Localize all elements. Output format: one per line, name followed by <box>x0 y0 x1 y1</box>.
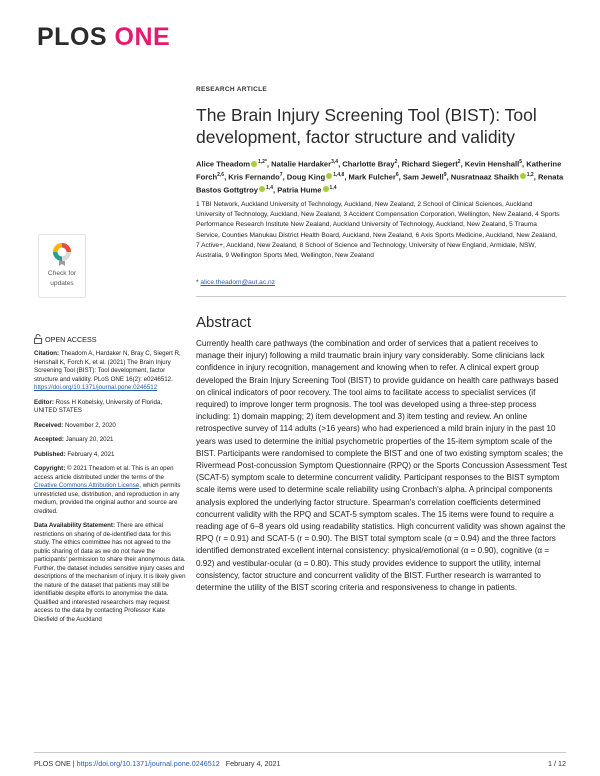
logo-one: ONE <box>114 23 171 51</box>
author-affiliation-mark: 2 <box>394 159 398 165</box>
author-name: Renata Bastos Gottgtroy <box>196 172 564 195</box>
author-affiliation-mark: 7 <box>279 171 283 178</box>
author-affiliation-mark: 2 <box>457 159 461 165</box>
footer-doi-link[interactable]: https://doi.org/10.1371/journal.pone.0246512 <box>76 759 220 768</box>
author-name: Charlotte Bray <box>342 159 395 169</box>
citation-text: Theadom A, Hardaker N, Bray C, Siegert R, Henshall K, Forch K, et al. (2021) The Brain Injury Screening Tool (BIST): Tool development, factor structure and validity. PLoS ONE 16(2): e0246512. <box>34 350 181 383</box>
copyright <box>34 465 186 516</box>
citation-doi-link[interactable]: https://doi.org/10.1371/journal.pone.0246512 <box>34 384 158 391</box>
open-access-label <box>34 334 97 344</box>
copyright-text-end: , which permits unrestricted use, distribution, and reproduction in any medium, provided the original author and source are credited. <box>34 482 181 515</box>
editor-text: Ross H Kobelsky, University of Florida, UNITED STATES <box>34 398 163 414</box>
author-name: Mark Fulcher <box>348 172 396 182</box>
citation-label: Citation: <box>34 350 60 357</box>
author-name: Katherine Forch <box>196 159 562 182</box>
author-affiliation-mark: 9 <box>443 171 447 178</box>
citation <box>34 350 186 393</box>
published <box>34 451 186 460</box>
corresponding-email <box>196 279 275 286</box>
affiliations: 1 TBI Network, Auckland University of Technology, Auckland, New Zealand, 2 School of Clinical Sciences, Auckland University of Technology, Auckland, New Zealand, 3 Accident Compensation Corporation, Wellington, New Zealand, 4 Sports Performance Research Institute New Zealand, Auckland University of Technology, Auckland, New Zealand, 5 Trauma Service, Counties Manukau District Health Board, Auckland, New Zealand, 6 Axis Sports Medicine, Auckland, New Zealand, 7 Active+, Auckland, New Zealand, 8 School of Science and Technology, University of New England, Armidale, NSW, Australia, 9 Wellington Sports Med, Wellington, New Zealand <box>196 201 560 260</box>
author-name: Richard Siegert <box>401 159 458 169</box>
abstract-text: Currently health care pathways (the combination and order of services that a patient receives to manage their injury) following a mild traumatic brain injury vary considerably. Some clinicians lack confidence in injury recognition, management and knowing when to refer. A clinical expert group developed the Brain Injury Screening Tool (BIST) to provide guidance on health care pathways based on clinical indicators of poor recovery. The tool aims to facilitate access to specialist services (if required) to improve longer term prognosis. The tool was developed using a three-step process including: 1) domain mapping; 2) item development and 3) item testing and review. An online retrospective survey of 114 adults (>16 years) who had experienced a mild brain injury in the past 10 years was used to determine the initial psychometric properties of the 15-item symptom scale of the BIST. Participants were randomised to complete the BIST and one of two existing symptom scales; the Rivermead Post-concussion Symptom Questionnaire (RPQ) or the Sports Concussion Assessment Test (SCAT-5) symptom scale to determine concurrent validity. Participant responses to the BIST symptom scale items were used to determine scale reliability using Cronbach's alpha. A principal components analysis explored the underlying factor structure. Spearman's correlation coefficients determined concurrent validity with the RPQ and SCAT-5 symptom scales. The 15 items were found to require a reading age of 6–8 years old using readability statistics. High concurrent validity was shown against the RPQ (r = 0.91) and SCAT-5 (r = 0.90). The BIST total symptom scale (α = 0.94) and the three factors identified demonstrated excellent internal consistency: physical/emotional (α = 0.90), cognitive (α = 0.92) and vestibular-ocular (α = 0.80). This study provides evidence to support the utility, internal consistency, factor structure and concurrent validity of the BIST. Further research is warranted to determine the utility of the BIST scoring criteria and responsiveness to change in patients. <box>196 339 567 593</box>
accepted-label: Accepted: <box>34 436 64 443</box>
author-affiliation-mark: 6 <box>395 171 399 178</box>
accepted <box>34 436 186 445</box>
published-label: Published: <box>34 450 66 458</box>
author-name: Patria Hume <box>277 185 322 195</box>
divider <box>196 296 566 297</box>
author-affiliation-mark: 1,2* <box>258 159 267 165</box>
data-availability-label: Data Availability Statement: <box>34 522 116 529</box>
email-marker: * <box>196 279 199 286</box>
license-link[interactable]: Creative Commons Attribution License <box>34 482 140 489</box>
orcid-icon[interactable] <box>259 186 265 192</box>
received-date: November 2, 2020 <box>64 421 116 429</box>
article-metadata-sidebar <box>34 350 186 630</box>
author-name: Nusratnaaz Shaikh <box>450 172 519 182</box>
footer-divider <box>34 752 566 753</box>
author-affiliation-mark: 3,4 <box>331 159 339 165</box>
author-name: Sam Jewell <box>402 172 444 182</box>
orcid-icon[interactable] <box>520 173 526 179</box>
footer-journal: PLOS ONE <box>34 759 71 768</box>
copyright-label: Copyright: <box>34 465 66 472</box>
orcid-icon[interactable] <box>323 186 329 192</box>
author-affiliation-mark: 5 <box>519 159 523 165</box>
journal-logo <box>37 23 170 52</box>
abstract-heading: Abstract <box>196 314 252 331</box>
author-affiliation-mark: 1,4 <box>266 184 273 191</box>
open-lock-icon <box>34 334 42 344</box>
author-name: Doug King <box>286 172 326 182</box>
author-name: Kevin Henshall <box>464 159 520 169</box>
open-access-text: OPEN ACCESS <box>45 335 97 344</box>
author-name: Alice Theadom <box>196 159 251 169</box>
page-number: 1 / 12 <box>548 759 566 768</box>
check-updates-line1: Check for <box>47 270 77 277</box>
editor <box>34 399 186 416</box>
data-availability-text: There are ethical restrictions on sharing of de-identified data for this study. The ethics committee has not agreed to the public sharing of data as we do not have the participants' permission to share their anonymous data. Further, the dataset includes sensitive injury cases and descriptions of the mechanism of injury. It is likely given the nature of the dataset that patients may still be identifiable despite efforts to anonymise the data. Qualified and interested researchers may request access to the data by contacting Professor Kate Diesfield of the Auckland <box>34 522 186 623</box>
author-affiliation-mark: 1,4 <box>329 184 337 191</box>
orcid-icon[interactable] <box>326 173 332 179</box>
check-for-updates-badge[interactable] <box>38 234 86 298</box>
accepted-date: January 20, 2021 <box>65 436 114 443</box>
orcid-icon[interactable] <box>251 161 257 167</box>
author-name: Natalie Hardaker <box>271 159 332 169</box>
bookmark-check-icon <box>51 241 73 267</box>
editor-label: Editor: <box>34 398 54 406</box>
received <box>34 422 186 431</box>
data-availability <box>34 522 186 624</box>
logo-plos: PLOS <box>37 23 108 51</box>
footer-separator: | <box>72 759 75 768</box>
page-footer <box>34 759 566 768</box>
article-title: The Brain Injury Screening Tool (BIST): Tool development, factor structure and validity <box>196 105 537 147</box>
author-name: Kris Fernando <box>228 172 280 182</box>
received-label: Received: <box>34 421 64 429</box>
author-list: Alice Theadom $^{1,2*}$, Natalie Hardaker$^{3,4}$, Charlotte Bray$^2$, Richard Siegert$^2$, Kevin Henshall$^5$, Katherine Forch$^{2,6}$, Kris Fernando$^7$, Doug King $^{1,4,8}$, Mark Fulcher$^6$, Sam Jewell$^9$, Nusratnaaz Shaikh $^{1,2}$, Renata Bastos Gottgtroy $^{1,4}$, Patria Hume $^{1,4}$ <box>196 159 564 195</box>
footer-date: February 4, 2021 <box>225 759 281 768</box>
published-date: February 4, 2021 <box>67 450 115 458</box>
email-link[interactable]: alice.theadom@aut.ac.nz <box>200 279 275 286</box>
check-updates-line2: updates <box>50 280 74 287</box>
author-affiliation-mark: 1,4,8 <box>333 171 345 178</box>
article-type: RESEARCH ARTICLE <box>196 86 268 93</box>
author-affiliation-mark: 2,6 <box>217 171 225 178</box>
copyright-text: © 2021 Theadom et al. This is an open access article distributed under the terms of the <box>34 465 174 481</box>
author-affiliation-mark: 1,2 <box>526 171 534 178</box>
